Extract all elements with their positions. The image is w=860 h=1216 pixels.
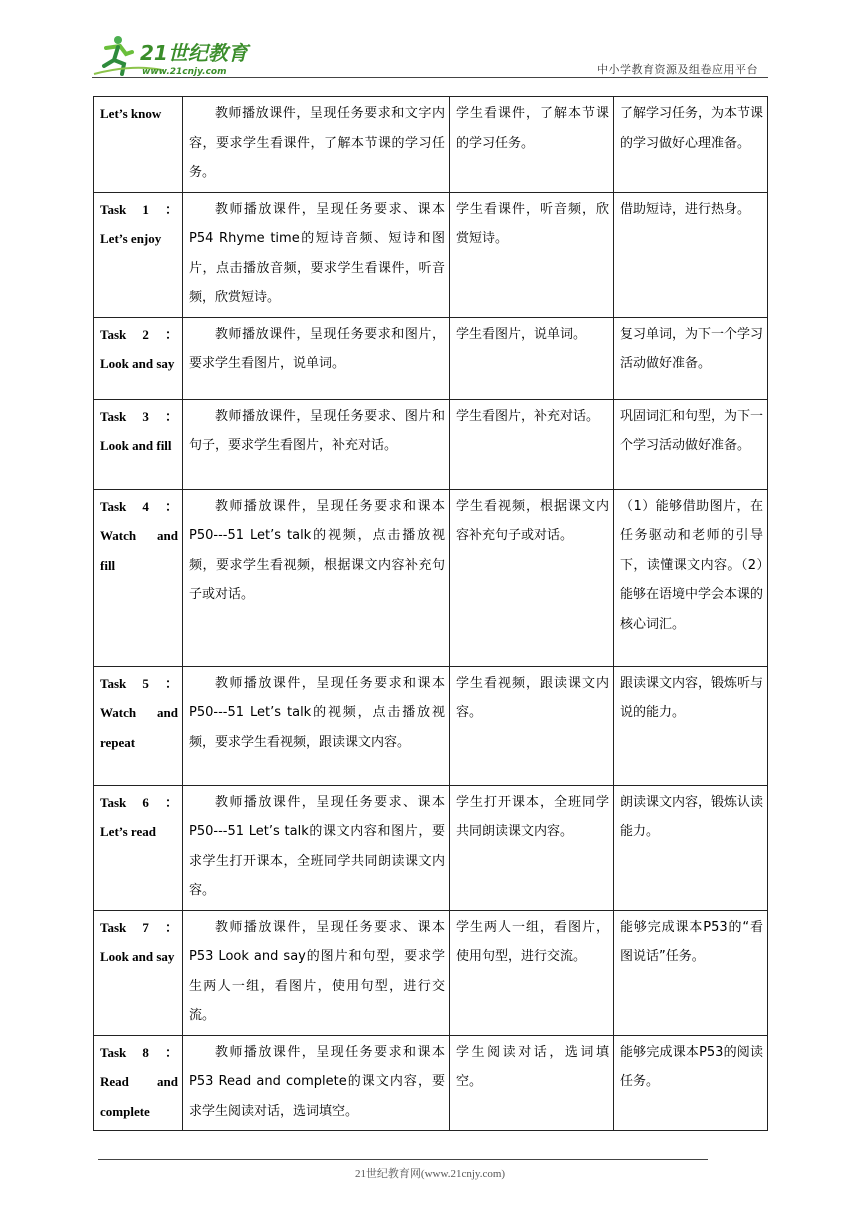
footer-text: 21世纪教育网(www.21cnjy.com) [354,1168,506,1180]
teacher-activity-cell: 教师播放课件，呈现任务要求和图片，要求学生看图片，说单词。 [183,317,450,399]
student-activity-cell: 学生打开课本，全班同学共同朗读课文内容。 [450,785,614,910]
purpose-cell: 借助短诗，进行热身。 [614,192,768,317]
logo-url: www.21cnjy.com [142,67,227,77]
task-cell: Task 2 ：Look and say [94,317,183,399]
purpose-cell: 跟读课文内容，锻炼听与说的能力。 [614,666,768,785]
purpose-cell: 了解学习任务，为本节课的学习做好心理准备。 [614,97,768,193]
footer-divider [98,1159,708,1160]
student-activity-cell: 学生两人一组，看图片，使用句型，进行交流。 [450,910,614,1035]
table-row [94,666,768,785]
teacher-activity-cell: 教师播放课件，呈现任务要求、课本P54 Rhyme time的短诗音频、短诗和图片，点击播放音频，要求学生看课件，听音频，欣赏短诗。 [183,192,450,317]
table-row [94,97,768,193]
student-activity-cell: 学生阅读对话，选词填空。 [450,1035,614,1131]
teacher-activity-cell: 教师播放课件，呈现任务要求和课本P50---51 Let’s talk的视频，点击播放视频，要求学生看视频，根据课文内容补充句子或对话。 [183,489,450,666]
table-row [94,910,768,1035]
header-divider [92,77,768,78]
task-cell: Task 4 ：Watch and fill [94,489,183,666]
task-cell: Task 6 ：Let’s read [94,785,183,910]
purpose-cell: （1）能够借助图片，在任务驱动和老师的引导下，读懂课文内容。（2）能够在语境中学会本课的核心词汇。 [614,489,768,666]
task-cell: Task 7 ：Look and say [94,910,183,1035]
student-activity-cell: 学生看课件，听音频，欣赏短诗。 [450,192,614,317]
teacher-activity-cell: 教师播放课件，呈现任务要求、课本P53 Look and say的图片和句型，要求学生两人一组，看图片，使用句型，进行交流。 [183,910,450,1035]
logo-text: 21世纪教育 [140,41,248,65]
page-header [92,30,768,80]
teacher-activity-cell: 教师播放课件，呈现任务要求、图片和句子，要求学生看图片，补充对话。 [183,399,450,489]
purpose-cell: 巩固词汇和句型，为下一个学习活动做好准备。 [614,399,768,489]
task-cell: Task 3 ：Look and fill [94,399,183,489]
site-logo [92,34,262,78]
task-cell: Let’s know [94,97,183,193]
platform-name: 中小学教育资源及组卷应用平台 [597,63,758,76]
student-activity-cell: 学生看图片，补充对话。 [450,399,614,489]
table-row [94,785,768,910]
table-body [94,97,768,1131]
table-row [94,399,768,489]
table-row [94,1035,768,1131]
purpose-cell: 朗读课文内容，锻炼认读能力。 [614,785,768,910]
table-row [94,489,768,666]
teacher-activity-cell: 教师播放课件，呈现任务要求和课本P50---51 Let’s talk的视频，点击播放视频，要求学生看视频，跟读课文内容。 [183,666,450,785]
task-cell: Task 1 ：Let’s enjoy [94,192,183,317]
teacher-activity-cell: 教师播放课件，呈现任务要求和课本P53 Read and complete的课文内容，要求学生阅读对话，选词填空。 [183,1035,450,1131]
student-activity-cell: 学生看视频，根据课文内容补充句子或对话。 [450,489,614,666]
teacher-activity-cell: 教师播放课件，呈现任务要求、课本P50---51 Let’s talk的课文内容和图片，要求学生打开课本，全班同学共同朗读课文内容。 [183,785,450,910]
table-row [94,317,768,399]
task-cell: Task 8 ：Read and complete [94,1035,183,1131]
purpose-cell: 能够完成课本P53的阅读任务。 [614,1035,768,1131]
teacher-activity-cell: 教师播放课件，呈现任务要求和文字内容，要求学生看课件，了解本节课的学习任务。 [183,97,450,193]
student-activity-cell: 学生看图片，说单词。 [450,317,614,399]
purpose-cell: 复习单词，为下一个学习活动做好准备。 [614,317,768,399]
student-activity-cell: 学生看课件，了解本节课的学习任务。 [450,97,614,193]
purpose-cell: 能够完成课本P53的“看图说话”任务。 [614,910,768,1035]
table-row [94,192,768,317]
student-activity-cell: 学生看视频，跟读课文内容。 [450,666,614,785]
lesson-activity-table [93,96,768,1131]
task-cell: Task 5 ：Watch and repeat [94,666,183,785]
